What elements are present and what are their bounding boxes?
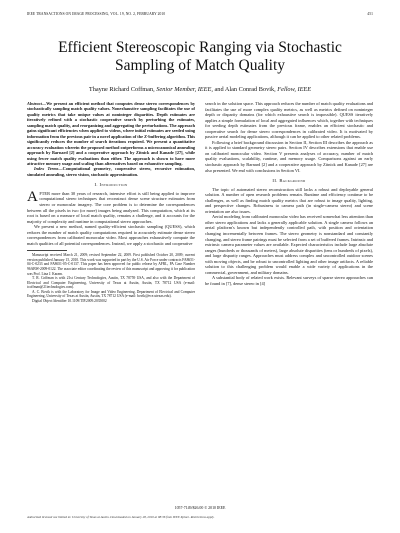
footnote-author-2: A. C. Bovik is with the Laboratory for Image and Video Engineering, Department of Electrical and Computer Engineering, University of Texas at Austin, Austin, TX 78712 USA (e-mail: bovik@ece.utexas.edu). [27, 289, 195, 299]
left-column [27, 101, 195, 303]
license-notice: Authorized licensed use limited to: University of Texas at Austin. Downloaded on January 28, 2010 at 08:36 from IEEE Xplore. Restrictions apply. [27, 515, 215, 519]
drop-cap: A [27, 189, 38, 206]
footnote-author-1: T. R. Coffman is with 21st Century Technologies, Austin, TX 78759 USA, and also with the Department of Electrical and Computer Engineering, University of Texas at Austin, Austin, TX 78712 USA (e-mail: tcoffman@21technologies.com). [27, 276, 195, 290]
section-heading-introduction: I. Introduction [94, 182, 128, 188]
index-terms-label: Index Terms— [34, 166, 63, 172]
background-paragraph-2: Aerial modeling from calibrated monocular video has received somewhat less attention than other stereo applications and lacks a generally applicable solution. A single camera follows an aerial platform's known but independently controlled path, with position and orientation changing incrementally between frames. The stereo geometry is nonstandard and constantly changing, and stereo frame pairings must be selected from a set of buffered frames. Intrinsic and extrinsic camera parameter values are available. Expected characteristics include large absolute ranges (hundreds or thousands of meters), large absolute disparities (tens or hundreds of pixels), and large disparity ranges. Approaches must address complex and uncontrolled outdoor scenes with moving objects, and be robust to uncontrolled lighting and other image artifacts. A reliable solution to this challenging problem would enable a wide variety of applications in the commercial, government, and military domains. [205, 214, 373, 275]
intro-paragraph-1-text: FTER more than 30 years of research, intensive effort is still being applied to improve computational stereo techniques that reconstruct dense scene structure estimates from stereo or monocular imagery. The core problem is to determine the correspondences between all the pixels in two (or more) images being analyzed. This computation, which at its root is based on a measure of local match quality, remains a challenge, and it accounts for the majority of complexity and runtime in computational stereo approaches. [27, 190, 195, 224]
issn-copyright: 1057-7149/$26.00 © 2010 IEEE [174, 506, 226, 510]
footnote-divider [27, 250, 67, 251]
running-head [27, 12, 373, 16]
index-terms [27, 166, 195, 177]
paper-title: Efficient Stereoscopic Ranging via Stochastic Sampling of Match Quality [58, 39, 342, 74]
background-paragraph-1: The topic of automated stereo reconstruction still lacks a robust and deployable general solution. A number of open research problems remain. Runtime and efficiency continue to be challenges, as well as finding match quality metrics that are robust to image quality, lighting, and perspective changes. Robustness to camera path (in single-camera stereo) and scene orientation are also issues. [205, 186, 373, 214]
index-terms-text: Computational geometry, cooperative stereo, recursive estimation, simulated annealing, stereo vision, stochastic approximation. [27, 166, 195, 177]
right-column [205, 101, 373, 287]
abstract-text: We present an efficient method that computes dense stereo correspondences by stochastically sampling match quality values. Nonexhaustive sampling facilitates the use of quality metrics that take unique values at noninteger disparities. Depth estimates are iteratively refined with a stochastic cooperative search by perturbing the estimates, sampling match quality, and reorganizing and aggregating the perturbations. The approach gains significant efficiencies when applied to videos, where initial estimates are seeded using information from the previous pair in a novel application of the Z-buffering algorithm. This significantly reduces the number of search iterations required. We present a quantitative accuracy evaluation wherein the proposed method outperforms a microcanonical annealing approach by Barnard [2] and a cooperative approach by Zitnick and Kanade [27], while using fewer match quality evaluations than either. The approach is shown to have more attractive memory usage and scaling than alternatives based on exhaustive sampling. [27, 101, 195, 166]
author-2-affiliation: Fellow, IEEE [277, 86, 312, 93]
footnotes [27, 253, 195, 303]
intro-paragraph-2: We present a new method, named quality-efficient stochastic sampling (QUESS), which reduces the number of match quality computations required to accurately estimate dense stereo correspondences from calibrated monocular video. Most approaches exhaustively compute the match qualities of all potential correspondences. Instead, we apply a stochastic and cooperative [27, 224, 195, 246]
intro-paragraph-3: search in the solution space. This approach reduces the number of match quality evaluations and facilitates the use of more complex quality metrics, as well as metrics defined on noninteger depth or disparity domains (for which exhaustive search is impossible). QUESS iteratively applies a simple formulation of local and aggregated influences which, together with techniques for seeding depth estimates from the previous frame, enables an efficient stochastic and cooperative search for dense stereo correspondences in calibrated video. It is motivated by passive aerial modeling applications, although it can be applied to other related problems. [205, 101, 373, 140]
section-heading-background: II. Background [272, 178, 306, 184]
abstract [27, 101, 195, 166]
journal-citation: IEEE TRANSACTIONS ON IMAGE PROCESSING, VOL. 19, NO. 2, FEBRUARY 2010 [27, 12, 166, 16]
background-paragraph-3: A substantial body of related work exists. Relevant surveys of sparse stereo approaches can be found in [7], dense stereo in [4] [205, 275, 373, 286]
intro-paragraph-4: Following a brief background discussion in Section II, Section III describes the approach as it is applied to standard geometry stereo pairs. Section IV describes extensions that enable use on calibrated monocular video. Section V presents analyses of accuracy, number of match quality evaluations, scalability, runtime, and memory usage. Comparisons against an early stochastic approach by Barnard [2] and a cooperative approach by Zitnick and Kanade [27] are also presented. We end with conclusions in Section VI. [205, 139, 373, 173]
abstract-label: Abstract— [27, 101, 47, 106]
page-number-top: 451 [367, 12, 373, 16]
author-2-name: and Alan Conrad Bovik, [214, 86, 276, 93]
intro-paragraph-1 [27, 191, 195, 224]
author-1-name: Thayne Richard Coffman, [88, 86, 155, 93]
footnote-doi: Digital Object Identifier 10.1109/TIP.2009.2035002 [32, 298, 107, 303]
author-line [30, 86, 370, 94]
author-1-affiliation: Senior Member, IEEE, [156, 86, 213, 93]
footnote-manuscript: Manuscript received March 21, 2009; revised September 22, 2009. First published October 20, 2009; current version published January 15, 2010. This work was supported in part by the U.S. Air Force under contracts FA8651-04-C-0233 and FA8651-05-C-0137. This paper has been approved for public release by AFRL, PA Case Number 96ABW-2009-0122. The associate editor coordinating the review of this manuscript and approving it for publication was Prof. Lina J. Karam. [27, 253, 195, 276]
